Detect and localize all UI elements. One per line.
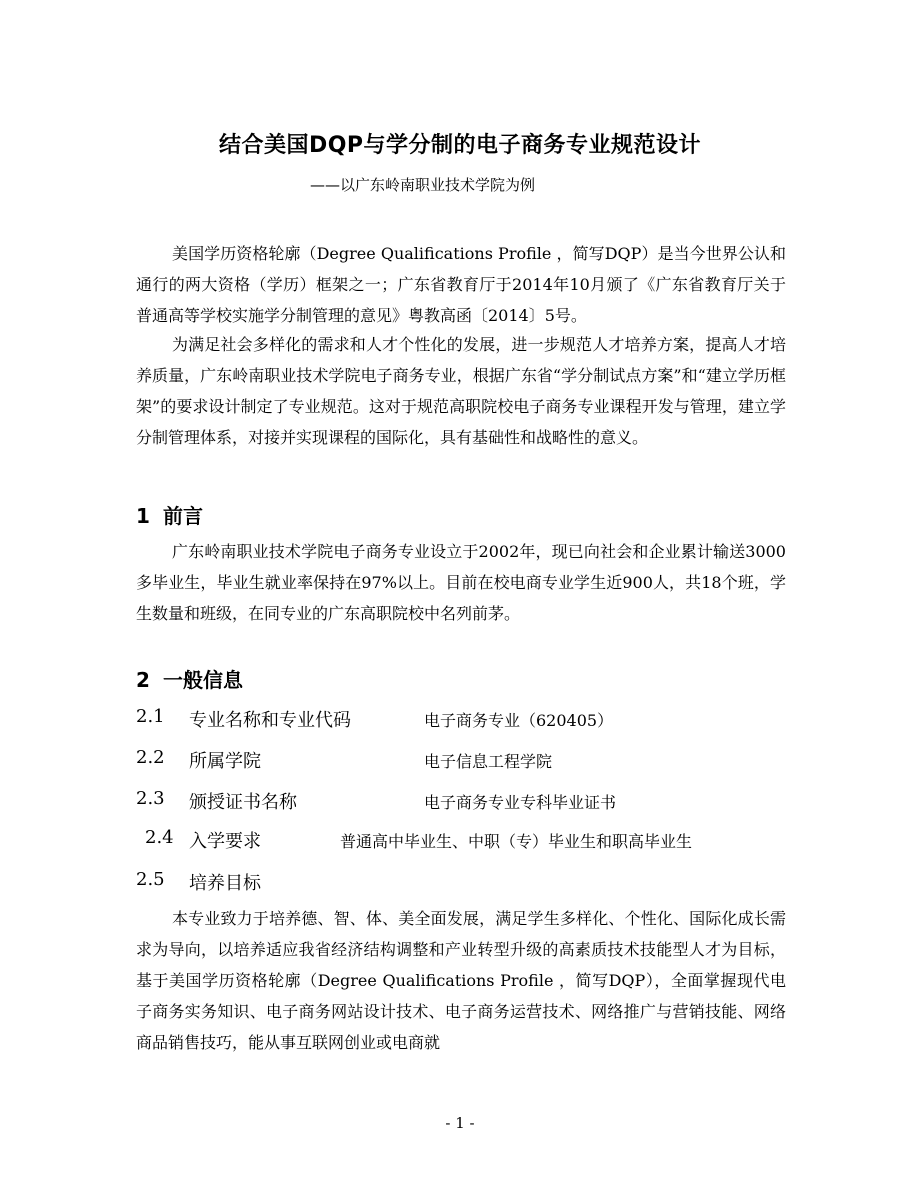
info-row-label: 所属学院 xyxy=(189,751,261,772)
info-row-value: 电子商务专业专科毕业证书 xyxy=(424,793,617,812)
intro-paragraph-1: 美国学历资格轮廓（Degree Qualifications Profile ，简写DQP）是当今世界公认和通行的两大资格（学历）框架之一；广东省教育厅于2014年10月颁了《广东省教育厅关于普通高等学校实施学分制管理的意见》粤教高函〔2014〕5号。 xyxy=(136,244,786,325)
document-title: 结合美国DQP与学分制的电子商务专业规范设计 xyxy=(218,133,702,158)
info-row-value: 电子信息工程学院 xyxy=(424,752,553,771)
info-row-number: 2.5 xyxy=(136,869,165,890)
info-row-value: 普通高中毕业生、中职（专）毕业生和职高毕业生 xyxy=(340,832,693,851)
section-1-heading xyxy=(136,500,203,529)
document-subtitle: ——以广东岭南职业技术学院为例 xyxy=(310,176,536,194)
info-row-value: 电子商务专业（620405） xyxy=(424,711,614,730)
info-row-number: 2.1 xyxy=(136,706,165,727)
intro-paragraph-2: 为满足社会多样化的需求和人才个性化的发展，进一步规范人才培养方案，提高人才培养质量，广东岭南职业技术学院电子商务专业，根据广东省“学分制试点方案”和“建立学历框架”的要求设计制定了专业规范。这对于规范高职院校电子商务专业课程开发与管理，建立学分制管理体系，对接并实现课程的国际化，具有基础性和战略性的意义。 xyxy=(136,335,786,447)
page-number: - 1 - xyxy=(445,1114,475,1132)
info-row-label: 入学要求 xyxy=(189,831,261,852)
info-row-label: 专业名称和专业代码 xyxy=(189,710,351,731)
info-row-label: 颁授证书名称 xyxy=(189,792,297,813)
section-1-paragraph: 广东岭南职业技术学院电子商务专业设立于2002年，现已向社会和企业累计输送3000多毕业生，毕业生就业率保持在97%以上。目前在校电商专业学生近900人，共18个班，学生数量和班级，在同专业的广东高职院校中名列前茅。 xyxy=(136,542,786,623)
info-row-number: 2.3 xyxy=(136,788,165,809)
section-1-number: 1 xyxy=(136,504,150,528)
info-row-number: 2.2 xyxy=(136,747,165,768)
section-2-title: 一般信息 xyxy=(163,668,243,692)
section-2-number: 2 xyxy=(136,668,150,692)
section-2-heading xyxy=(136,664,243,693)
info-row-label: 培养目标 xyxy=(189,873,261,894)
info-row-number: 2.4 xyxy=(145,827,174,848)
section-1-title: 前言 xyxy=(163,504,203,528)
goal-paragraph: 本专业致力于培养德、智、体、美全面发展，满足学生多样化、个性化、国际化成长需求为导向，以培养适应我省经济结构调整和产业转型升级的高素质技术技能型人才为目标，基于美国学历资格轮廓（Degree Qualifications Profile ，简写DQP），全面掌握现代电子商务实务知识、电子商务网站设计技术、电子商务运营技术、网络推广与营销技能、网络商品销售技巧，能从事互联网创业或电商就 xyxy=(136,909,786,1052)
